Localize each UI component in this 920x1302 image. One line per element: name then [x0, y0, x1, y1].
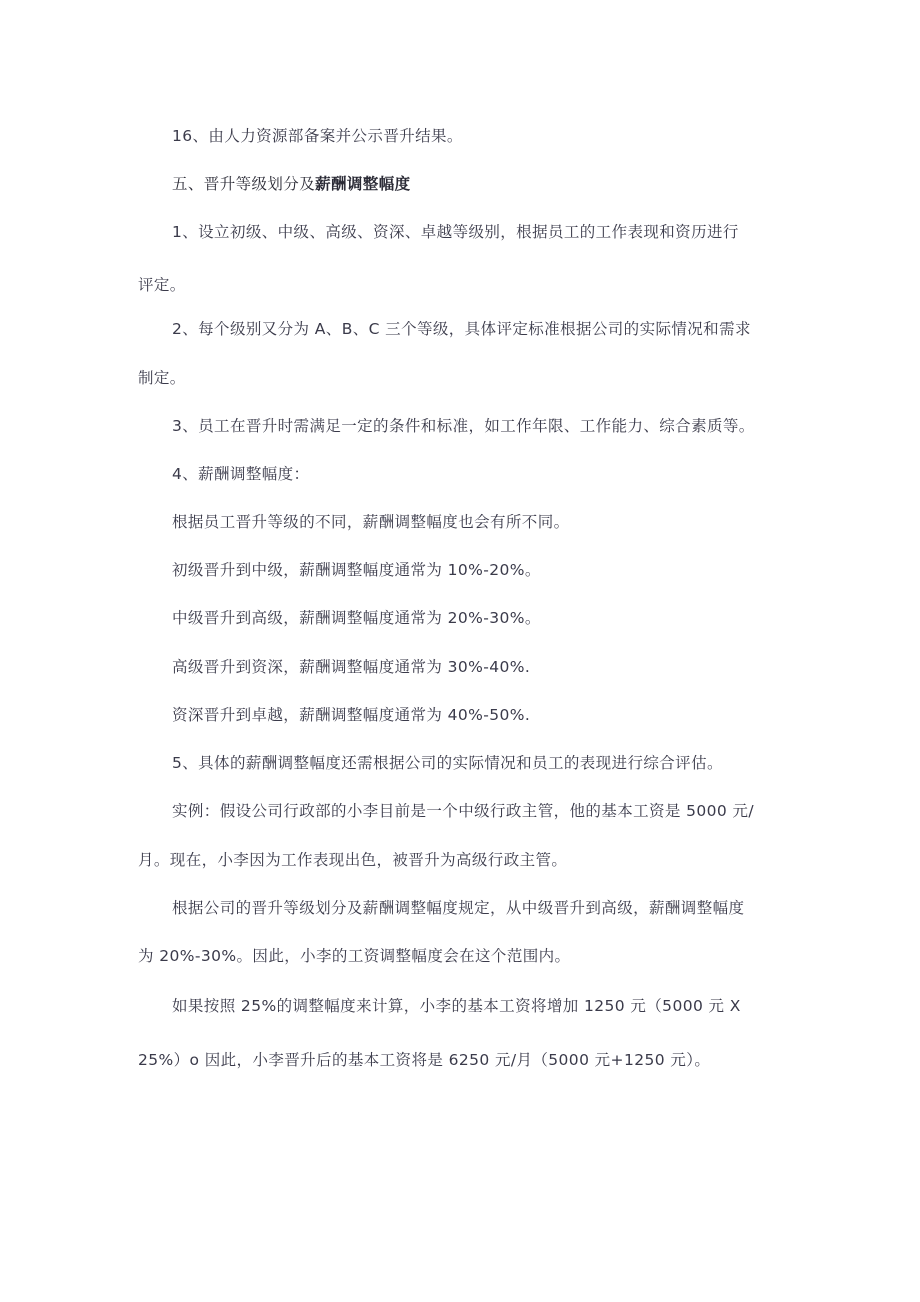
paragraph-calc-line-2: 25%）o 因此，小李晋升后的基本工资将是 6250 元/月（5000 元+1250 元）。	[138, 1051, 711, 1069]
paragraph-example-line-1: 实例：假设公司行政部的小李目前是一个中级行政主管，他的基本工资是 5000 元/	[172, 802, 755, 820]
paragraph-mid-to-senior: 中级晋升到高级，薪酬调整幅度通常为 20%-30%。	[172, 609, 541, 627]
paragraph-item-2-line-2: 制定。	[138, 369, 186, 387]
paragraph-rule-line-2: 为 20%-30%。因此，小李的工资调整幅度会在这个范围内。	[138, 947, 571, 965]
paragraph-item-4: 4、薪酬调整幅度：	[172, 465, 310, 483]
section-heading-5	[172, 174, 411, 194]
paragraph-expert-to-excellent: 资深晋升到卓越，薪酬调整幅度通常为 40%-50%.	[172, 706, 531, 724]
paragraph-item-5: 5、具体的薪酬调整幅度还需根据公司的实际情况和员工的表现进行综合评估。	[172, 754, 723, 772]
paragraph-example-line-2: 月。现在，小李因为工作表现出色，被晋升为高级行政主管。	[138, 851, 568, 869]
paragraph-senior-to-expert: 高级晋升到资深，薪酬调整幅度通常为 30%-40%.	[172, 658, 531, 676]
paragraph-item-1-line-2: 评定。	[138, 276, 186, 294]
paragraph-item-3: 3、员工在晋升时需满足一定的条件和标准，如工作年限、工作能力、综合素质等。	[172, 417, 755, 435]
section-heading-part-2: 薪酬调整幅度	[315, 175, 411, 193]
paragraph-junior-to-mid: 初级晋升到中级，薪酬调整幅度通常为 10%-20%。	[172, 561, 541, 579]
section-heading-part-1: 五、晋升等级划分及	[172, 175, 316, 193]
paragraph-rule-line-1: 根据公司的晋升等级划分及薪酬调整幅度规定，从中级晋升到高级，薪酬调整幅度	[172, 899, 745, 917]
paragraph-step-16: 16、由人力资源部备案并公示晋升结果。	[172, 127, 463, 145]
paragraph-calc-line-1: 如果按照 25%的调整幅度来计算，小李的基本工资将增加 1250 元（5000 元 X	[172, 997, 741, 1015]
paragraph-salary-intro: 根据员工晋升等级的不同，薪酬调整幅度也会有所不同。	[172, 513, 570, 531]
paragraph-item-2-line-1: 2、每个级别又分为 A、B、C 三个等级，具体评定标准根据公司的实际情况和需求	[172, 320, 751, 338]
paragraph-item-1-line-1: 1、设立初级、中级、高级、资深、卓越等级别，根据员工的工作表现和资历进行	[172, 223, 739, 241]
